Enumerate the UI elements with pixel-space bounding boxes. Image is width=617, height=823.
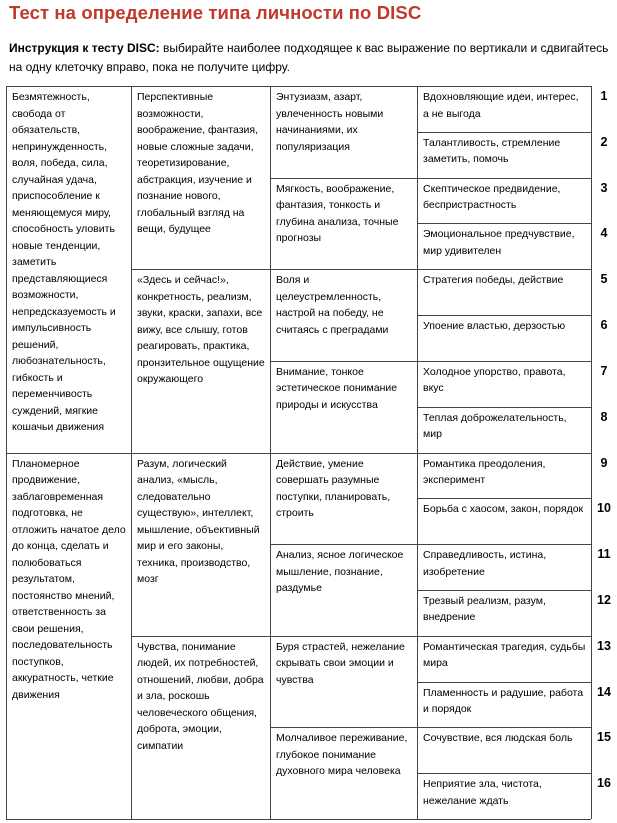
- column-2-cell: Перспективные возможности, воображение, фантазия, новые сложные задачи, теоретизирование, абстракция, изучение и познание нового, глобальный взгляд на вещи, будущее: [137, 91, 259, 235]
- result-number: 5: [600, 272, 608, 287]
- column-1-cell: Безмятежность, свобода от обязательств, непринужденность, воля, победа, сила, случайная удача, приспособление к меняющемуся миру, способность уловить новые тенденции, заметить представляющиеся возможности, непредсказуемость и импульсивность решений, любознательность, гибкость и переменчивость суждений, мягкие кошачьи движения: [12, 91, 116, 433]
- column-4-cell: Сочувствие, вся людская боль: [423, 732, 573, 745]
- result-number: 4: [600, 226, 608, 241]
- result-number: 2: [600, 134, 608, 149]
- row-divider: [417, 636, 591, 637]
- column-4-cell: Трезвый реализм, разум, внедрение: [423, 594, 546, 624]
- row-divider: [417, 727, 591, 728]
- column-4-cell: Эмоциональное предчувствие, мир удивителен: [423, 228, 575, 257]
- row-divider: [417, 453, 591, 454]
- result-number: 14: [597, 684, 611, 699]
- row-divider: [417, 361, 591, 362]
- column-4-cell: Талантливость, стремление заметить, помочь: [423, 136, 561, 166]
- result-number: 10: [597, 501, 611, 516]
- table-border: [6, 819, 591, 820]
- column-3-cell: Анализ, ясное логическое мышление, познание, раздумье: [276, 549, 404, 595]
- row-divider: [417, 682, 591, 683]
- column-4-cell: Скептическое предвидение, беспристрастность: [423, 182, 561, 212]
- result-number: 15: [597, 730, 611, 745]
- column-2-cell: Разум, логический анализ, «мысль, следовательно существую», интеллект, мышление, объективный мир и его законы, техника, производство, мозг: [137, 457, 260, 585]
- column-divider: [417, 86, 418, 819]
- result-number: 7: [600, 363, 608, 378]
- disc-table: [6, 86, 617, 819]
- result-number: 1: [600, 89, 608, 103]
- row-divider: [417, 315, 591, 316]
- result-number: 9: [600, 455, 608, 470]
- column-4-cell: Неприятие зла, чистота, нежелание ждать: [423, 778, 542, 807]
- row-divider: [417, 132, 591, 133]
- page-title: Тест на определение типа личности по DISC: [9, 2, 422, 23]
- column-3-cell: Действие, умение совершать разумные поступки, планировать, строить: [276, 457, 391, 519]
- row-divider: [417, 498, 591, 499]
- column-3-cell: Буря страстей, нежелание скрывать свои эмоции и чувства: [276, 640, 405, 686]
- column-3-cell: Энтузиазм, азарт, увлеченность новыми начинаниями, их популяризация: [276, 91, 384, 153]
- row-divider: [417, 269, 591, 270]
- column-4-cell: Теплая доброжелательность, мир: [423, 411, 567, 441]
- result-number: 13: [597, 638, 611, 653]
- result-number: 16: [597, 776, 611, 791]
- instruction-text: выбирайте наиболее подходящее к вас выражение по вертикали и сдвигайтесь на одну клеточку вправо, пока не получите цифру.: [9, 41, 609, 74]
- result-number: 6: [600, 318, 608, 333]
- column-4-cell: Справедливость, истина, изобретение: [423, 549, 547, 578]
- column-3-cell: Внимание, тонкое эстетическое понимание природы и искусства: [276, 365, 398, 411]
- column-2-cell: Чувства, понимание людей, их потребностей, отношений, любви, добра и зла, роскошь человеческого общения, доброта, эмоции, симпатии: [137, 640, 264, 752]
- column-divider: [591, 86, 592, 819]
- column-3-cell: Воля и целеустремленность, настрой на победу, не считаясь с преградами: [276, 274, 389, 336]
- column-3-cell: Мягкость, воображение, фантазия, тонкость и глубина анализа, точные прогнозы: [276, 182, 399, 245]
- column-4-cell: Борьба с хаосом, закон, порядок: [423, 503, 584, 516]
- row-divider: [417, 544, 591, 545]
- column-4-cell: Холодное упорство, правота, вкус: [423, 365, 566, 395]
- column-3-cell: Молчаливое переживание, глубокое понимание духовного мира человека: [276, 732, 408, 778]
- column-4-cell: Романтика преодоления, эксперимент: [423, 457, 546, 486]
- row-divider: [417, 178, 591, 179]
- column-divider: [6, 86, 7, 819]
- instruction: [9, 39, 609, 76]
- column-4-cell: Упоение властью, дерзостью: [423, 320, 566, 333]
- column-4-cell: Стратегия победы, действие: [423, 274, 564, 287]
- column-divider: [270, 86, 271, 819]
- column-4-cell: Пламенность и радушие, работа и порядок: [423, 686, 584, 716]
- result-number: 3: [600, 180, 608, 195]
- row-divider: [417, 223, 591, 224]
- column-divider: [131, 86, 132, 819]
- row-divider: [417, 773, 591, 774]
- row-divider: [417, 590, 591, 591]
- column-4-cell: Романтическая трагедия, судьбы мира: [423, 640, 586, 670]
- column-2-cell: «Здесь и сейчас!», конкретность, реализм, звуки, краски, запахи, все вижу, все слышу, готов реагировать, практика, пронзительное ощущение окружающего: [137, 274, 265, 386]
- row-divider: [417, 407, 591, 408]
- column-1-cell: Планомерное продвижение, заблаговременная подготовка, не отложить начатое дело до конца, сделать и полюбоваться результатом, постоянство мнений, ответственность за свои решения, последовательность поступков, аккуратность, четкие движения: [12, 457, 126, 701]
- result-number: 8: [600, 409, 608, 424]
- result-number: 12: [597, 592, 611, 607]
- instruction-label: Инструкция к тесту DISC:: [9, 41, 160, 55]
- table-border: [6, 86, 591, 87]
- result-number: 11: [597, 547, 611, 562]
- column-4-cell: Вдохновляющие идеи, интерес, а не выгода: [423, 91, 579, 120]
